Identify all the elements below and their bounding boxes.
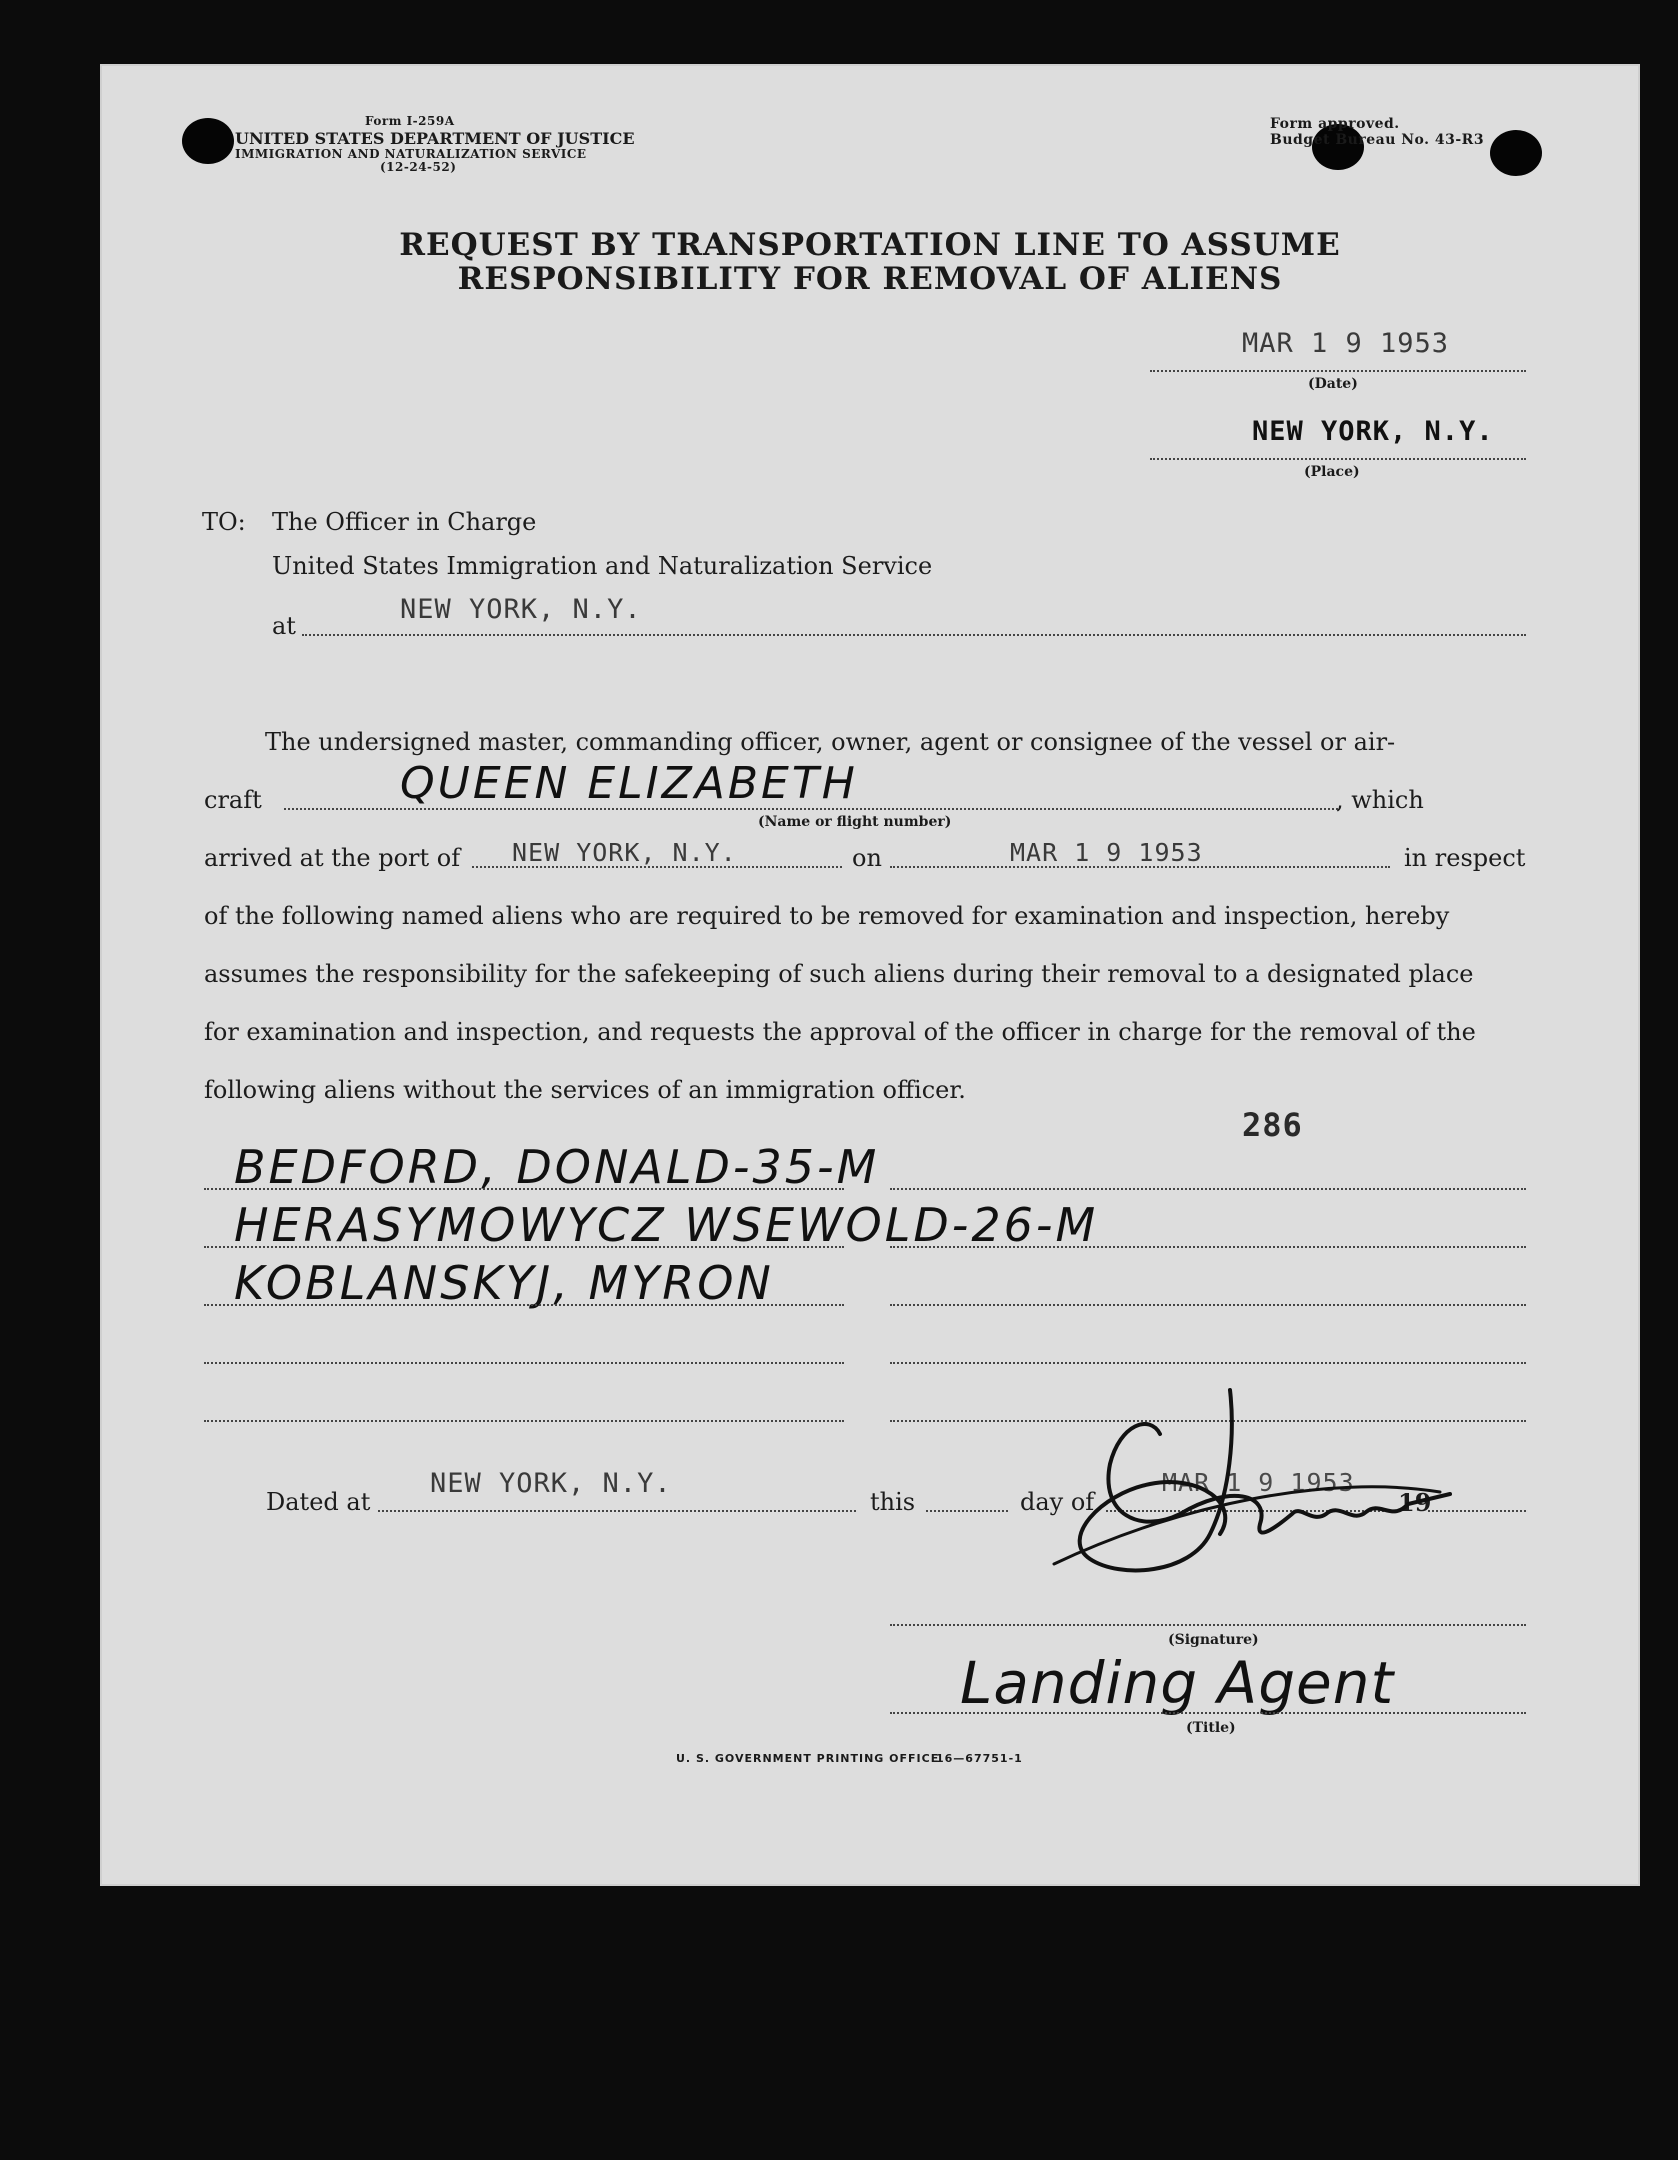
alien-name-1: BEDFORD, DONALD-35-M <box>234 1140 880 1194</box>
number-stamp: 286 <box>1242 1106 1303 1144</box>
punch-hole-right-2 <box>1490 130 1542 176</box>
department-name: UNITED STATES DEPARTMENT OF JUSTICE <box>235 129 635 148</box>
signature-line <box>890 1624 1526 1626</box>
which-label: , which <box>1336 786 1424 814</box>
signature-scrawl <box>1030 1374 1460 1594</box>
form-title-line2: RESPONSIBILITY FOR REMOVAL OF ALIENS <box>457 261 1283 297</box>
dated-at-line <box>378 1510 856 1512</box>
title-line <box>890 1712 1526 1714</box>
form-number: Form I-259A <box>365 114 455 128</box>
alien-line-right-2 <box>890 1246 1526 1248</box>
arrived-label: arrived at the port of <box>204 844 461 872</box>
form-title-line1: REQUEST BY TRANSPORTATION LINE TO ASSUME <box>399 227 1341 263</box>
day-of-label: day of <box>1020 1488 1095 1516</box>
this-label: this <box>870 1488 916 1516</box>
alien-line-left-2 <box>204 1246 844 1248</box>
vessel-name: QUEEN ELIZABETH <box>400 758 858 809</box>
place-value: NEW YORK, N.Y. <box>1252 416 1494 447</box>
paragraph-line6: for examination and inspection, and requests the approval of the officer in charge for the removal of the <box>204 1018 1476 1046</box>
alien-line-left-3 <box>204 1304 844 1306</box>
year-prefix: 19 <box>1398 1488 1432 1517</box>
place-caption: (Place) <box>1304 464 1360 480</box>
alien-line-left-1 <box>204 1188 844 1190</box>
at-value: NEW YORK, N.Y. <box>400 594 642 625</box>
dated-stamp: MAR 1 9 1953 <box>1162 1468 1355 1497</box>
title-value: Landing Agent <box>960 1649 1395 1717</box>
alien-line-left-4 <box>204 1362 844 1364</box>
vessel-caption: (Name or flight number) <box>758 814 952 830</box>
in-respect-label: in respect <box>1404 844 1526 872</box>
date-line <box>1150 370 1526 372</box>
port-line <box>472 866 842 868</box>
paragraph-line5: assumes the responsibility for the safekeeping of such aliens during their removal to a designated place <box>204 960 1474 988</box>
dated-at-label: Dated at <box>266 1488 371 1516</box>
form-page <box>100 64 1640 1886</box>
craft-label: craft <box>204 786 262 814</box>
punch-hole-left <box>182 118 234 164</box>
alien-name-2: HERASYMOWYCZ WSEWOLD-26-M <box>234 1198 1099 1252</box>
this-line <box>926 1510 1008 1512</box>
alien-line-right-1 <box>890 1188 1526 1190</box>
dated-at-value: NEW YORK, N.Y. <box>430 1468 672 1499</box>
alien-line-right-4 <box>890 1362 1526 1364</box>
alien-name-3: KOBLANSKYJ, MYRON <box>234 1256 774 1310</box>
arrival-date: MAR 1 9 1953 <box>1010 838 1203 867</box>
signature-caption: (Signature) <box>1168 1632 1259 1648</box>
on-label: on <box>852 844 882 872</box>
date-value: MAR 1 9 1953 <box>1242 328 1450 359</box>
paragraph-line7: following aliens without the services of an immigration officer. <box>204 1076 966 1104</box>
alien-line-left-5 <box>204 1420 844 1422</box>
printing-code: 16—67751-1 <box>936 1752 1023 1765</box>
at-line <box>302 634 1526 636</box>
title-caption: (Title) <box>1186 1720 1236 1736</box>
addressee-line1: The Officer in Charge <box>272 508 537 536</box>
form-approved: Form approved. <box>1270 116 1400 132</box>
date-caption: (Date) <box>1308 376 1358 392</box>
paragraph-line4: of the following named aliens who are required to be removed for examination and inspection, hereby <box>204 902 1450 930</box>
addressee-line2: United States Immigration and Naturalization Service <box>272 552 933 580</box>
printing-office: U. S. GOVERNMENT PRINTING OFFICE <box>676 1752 940 1765</box>
arrival-date-line <box>890 866 1390 868</box>
to-label: TO: <box>202 508 246 536</box>
place-line <box>1150 458 1526 460</box>
service-name: IMMIGRATION AND NATURALIZATION SERVICE <box>235 147 587 161</box>
port-value: NEW YORK, N.Y. <box>512 838 737 867</box>
alien-line-right-3 <box>890 1304 1526 1306</box>
paragraph-line1: The undersigned master, commanding officer, owner, agent or consignee of the vessel or air- <box>265 728 1396 756</box>
form-revision-date: (12-24-52) <box>380 160 457 174</box>
at-label: at <box>272 612 296 640</box>
budget-bureau-number: Budget Bureau No. 43-R3 <box>1270 132 1485 148</box>
